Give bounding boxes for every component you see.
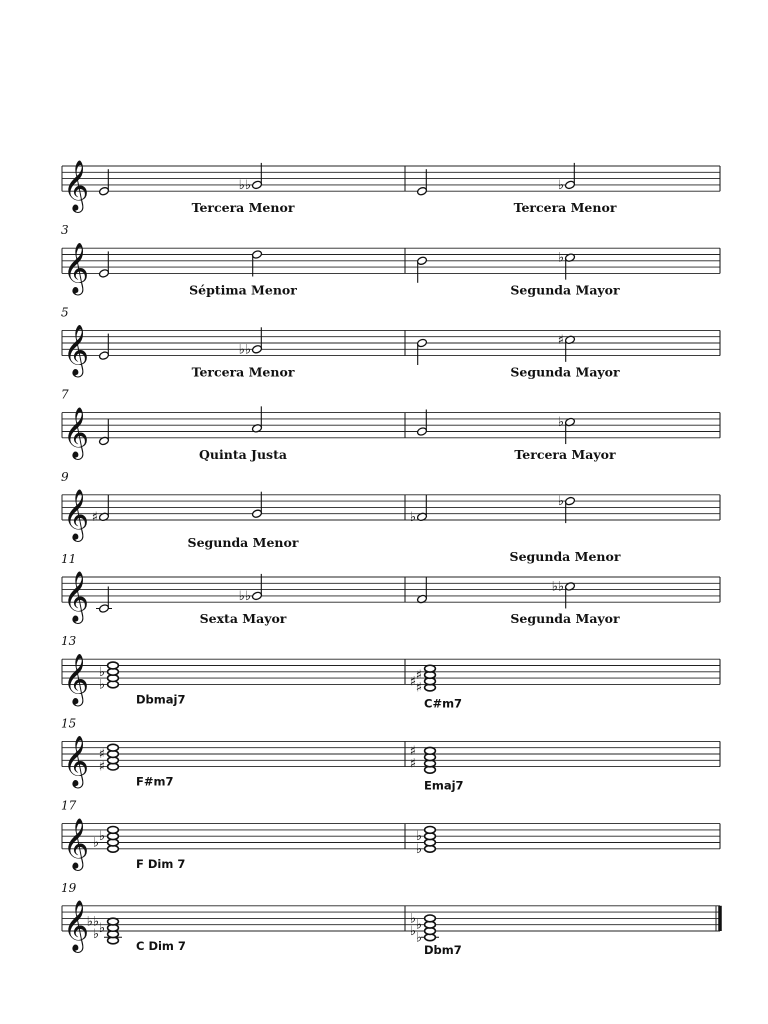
flat-icon: ♭ bbox=[415, 930, 422, 946]
measure bbox=[416, 577, 620, 626]
flat-icon: ♭ bbox=[409, 911, 416, 927]
flat-icon: ♭ bbox=[92, 927, 99, 943]
whole-note bbox=[425, 665, 436, 672]
double-flat-icon: ♭♭ bbox=[238, 177, 251, 193]
measure bbox=[96, 574, 287, 626]
flat-icon: ♭ bbox=[415, 841, 422, 857]
flat-icon: ♭ bbox=[557, 250, 564, 266]
measure bbox=[87, 915, 186, 953]
measure bbox=[92, 492, 299, 550]
treble-clef-icon: 𝄞 bbox=[63, 735, 90, 787]
measure bbox=[98, 327, 294, 379]
sharp-icon: ♯ bbox=[98, 759, 105, 775]
measure bbox=[416, 333, 620, 380]
measure-number: 15 bbox=[61, 716, 77, 731]
sharp-icon: ♯ bbox=[409, 756, 416, 772]
chord-label: C#m7 bbox=[424, 696, 463, 711]
treble-clef-icon: 𝄞 bbox=[63, 571, 90, 623]
interval-label: Segunda Menor bbox=[509, 549, 621, 564]
flat-icon: ♭ bbox=[415, 917, 422, 933]
chord-label: F#m7 bbox=[136, 774, 174, 789]
double-flat-icon: ♭♭ bbox=[238, 588, 251, 604]
whole-note bbox=[108, 744, 119, 751]
interval-label: Segunda Mayor bbox=[510, 611, 620, 627]
staff-system bbox=[61, 634, 720, 710]
chord-label: F Dim 7 bbox=[136, 856, 186, 871]
measure-number: 17 bbox=[61, 798, 77, 813]
interval-label: Tercera Mayor bbox=[514, 446, 616, 462]
interval-label: Quinta Justa bbox=[199, 446, 287, 462]
flat-icon: ♭ bbox=[98, 829, 105, 845]
double-flat-icon: ♭♭ bbox=[238, 342, 251, 358]
flat-icon: ♭ bbox=[409, 509, 416, 525]
measure-number: 19 bbox=[61, 880, 77, 895]
staff-system bbox=[61, 716, 720, 792]
interval-label: Séptima Menor bbox=[189, 282, 297, 298]
sharp-icon: ♯ bbox=[98, 747, 105, 762]
treble-clef-icon: 𝄞 bbox=[63, 817, 90, 869]
interval-label: Tercera Menor bbox=[513, 200, 617, 216]
interval-label: Sexta Mayor bbox=[199, 611, 287, 627]
double-flat-icon: ♭♭ bbox=[551, 579, 564, 595]
treble-clef-icon: 𝄞 bbox=[63, 324, 90, 376]
measure-number: 11 bbox=[61, 552, 77, 566]
interval-label: Tercera Menor bbox=[191, 200, 295, 216]
flat-icon: ♭ bbox=[98, 920, 105, 936]
staff-system bbox=[61, 799, 720, 871]
sharp-icon: ♯ bbox=[415, 667, 422, 683]
measure bbox=[410, 494, 621, 564]
whole-note bbox=[425, 747, 436, 754]
staff-system bbox=[61, 470, 720, 564]
flat-icon: ♭ bbox=[557, 494, 564, 510]
measure bbox=[416, 827, 436, 857]
treble-clef-icon: 𝄞 bbox=[63, 406, 90, 458]
measure bbox=[416, 163, 616, 215]
measure-number: 3 bbox=[61, 223, 69, 238]
measure-number: 9 bbox=[61, 469, 69, 484]
measure bbox=[98, 406, 286, 461]
staff-system bbox=[61, 305, 720, 379]
flat-icon: ♭ bbox=[409, 924, 416, 939]
measure bbox=[98, 163, 294, 215]
staff-system bbox=[61, 223, 720, 297]
whole-note bbox=[425, 827, 436, 834]
measure-number: 5 bbox=[61, 305, 69, 320]
whole-note bbox=[425, 915, 436, 922]
treble-clef-icon: 𝄞 bbox=[63, 489, 90, 540]
flat-icon: ♭ bbox=[557, 177, 564, 193]
interval-label: Segunda Mayor bbox=[510, 282, 620, 298]
sharp-icon: ♯ bbox=[91, 509, 98, 525]
staff-system bbox=[61, 881, 720, 957]
flat-icon: ♭ bbox=[98, 664, 105, 680]
interval-label: Segunda Menor bbox=[187, 535, 299, 550]
chord-label: Emaj7 bbox=[424, 778, 464, 793]
treble-clef-icon: 𝄞 bbox=[63, 653, 90, 705]
whole-note bbox=[108, 918, 119, 925]
flat-icon: ♭ bbox=[557, 415, 564, 431]
whole-note bbox=[108, 827, 119, 834]
interval-label: Segunda Mayor bbox=[510, 364, 620, 380]
measure bbox=[416, 251, 620, 298]
treble-clef-icon: 𝄞 bbox=[63, 900, 90, 951]
staff-system bbox=[61, 388, 720, 462]
chord-label: Dbm7 bbox=[424, 943, 462, 957]
sharp-icon: ♯ bbox=[557, 332, 564, 348]
whole-note bbox=[108, 662, 119, 669]
chord-label: C Dim 7 bbox=[136, 939, 186, 953]
measure bbox=[416, 410, 615, 462]
sharp-icon: ♯ bbox=[409, 674, 416, 690]
treble-clef-icon: 𝄞 bbox=[63, 242, 90, 294]
flat-icon: ♭ bbox=[92, 835, 99, 851]
flat-icon: ♭ bbox=[98, 677, 105, 693]
staff-system bbox=[62, 160, 720, 215]
sharp-icon: ♯ bbox=[409, 743, 416, 759]
measure-number: 7 bbox=[61, 387, 69, 402]
measure bbox=[410, 744, 464, 793]
staff-system bbox=[61, 552, 720, 626]
double-flat-icon: ♭♭ bbox=[86, 914, 99, 930]
chord-label: Dbmaj7 bbox=[136, 692, 186, 707]
sharp-icon: ♯ bbox=[415, 680, 422, 696]
flat-icon: ♭ bbox=[415, 829, 422, 845]
interval-label: Tercera Menor bbox=[191, 364, 295, 380]
treble-clef-icon: 𝄞 bbox=[63, 160, 90, 212]
measure-number: 13 bbox=[61, 634, 77, 649]
